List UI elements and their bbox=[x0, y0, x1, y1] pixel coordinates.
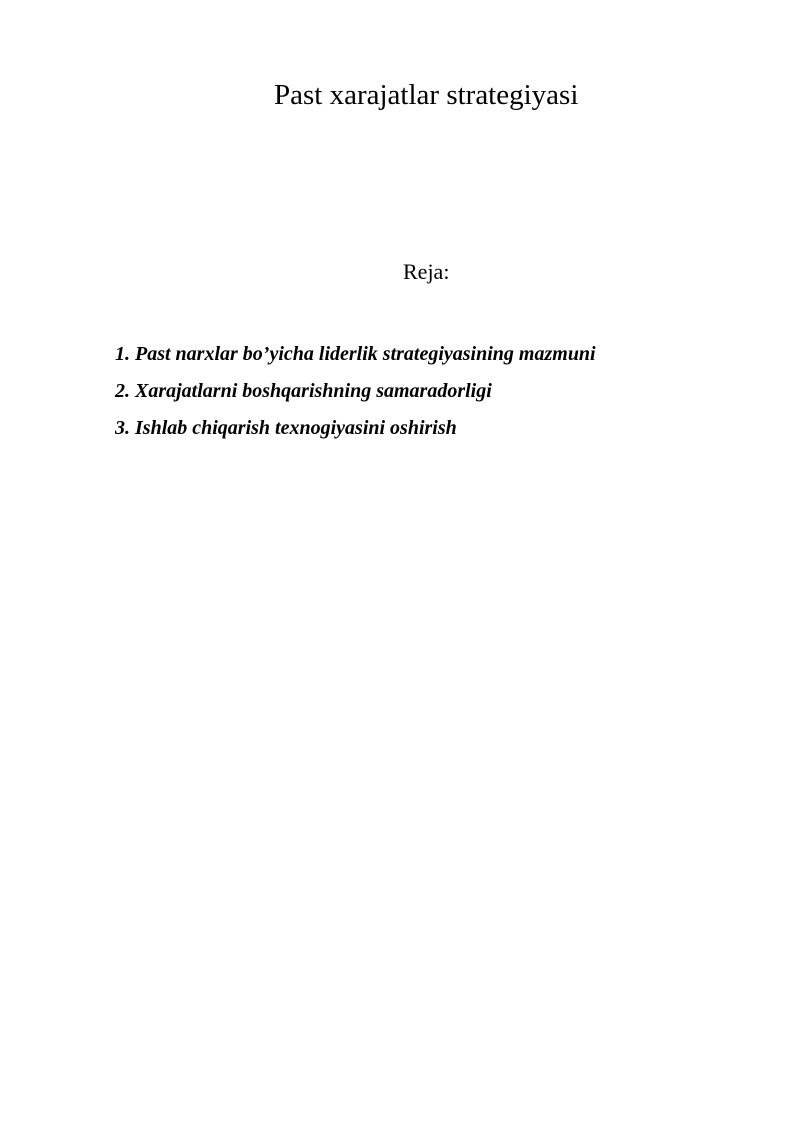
plan-list bbox=[115, 336, 596, 447]
document-title: Past xarajatlar strategiyasi bbox=[274, 79, 579, 111]
plan-heading: Reja: bbox=[403, 259, 450, 284]
plan-item: 3. Ishlab chiqarish texnogiyasini oshirish bbox=[115, 417, 457, 439]
plan-item: 2. Xarajatlarni boshqarishning samaradorligi bbox=[115, 380, 492, 402]
plan-item: 1. Past narxlar bo’yicha liderlik strategiyasining mazmuni bbox=[115, 343, 596, 365]
